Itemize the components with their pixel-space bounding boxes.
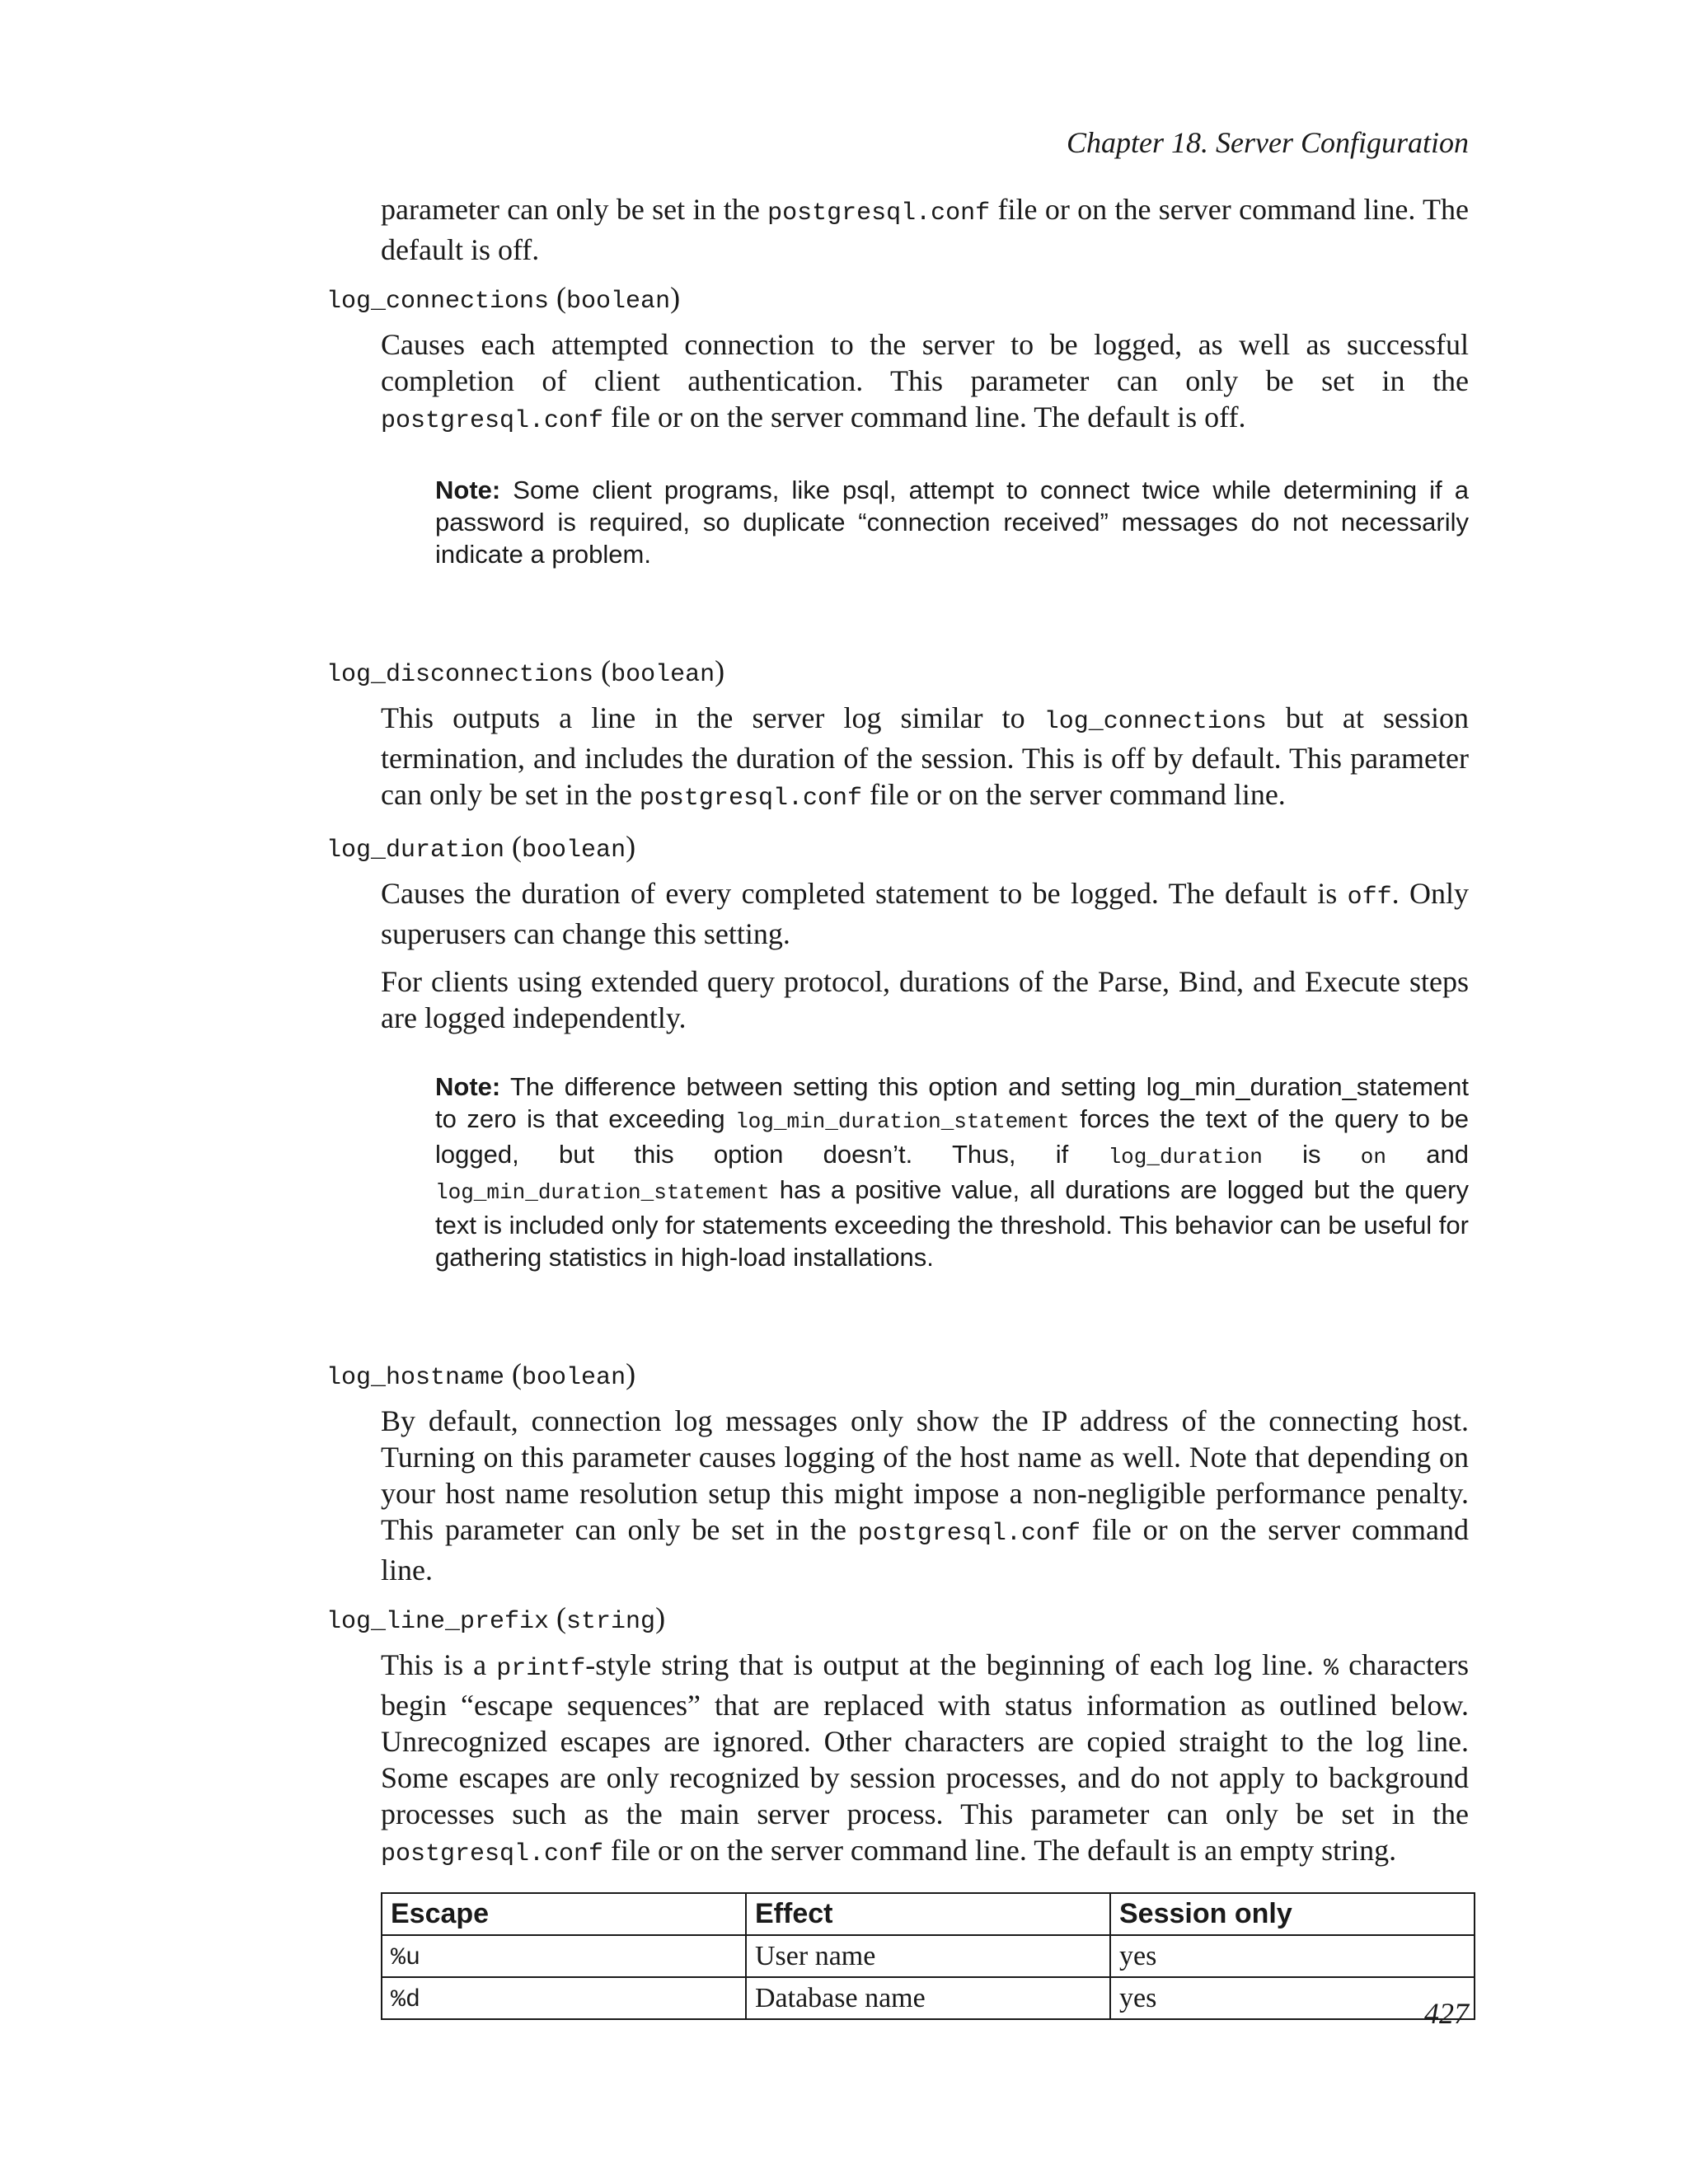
column-header: Effect [746,1893,1110,1935]
term-log-connections: log_connections (boolean) [326,281,681,316]
page-body [326,191,1469,2020]
term-log-disconnections: log_disconnections (boolean) [326,654,725,689]
term-log-hostname: log_hostname (boolean) [326,1357,636,1392]
paragraph: By default, connection log messages only show the IP address of the connecting host. Turning on this parameter causes logging of the host name as well. Note that depending on your host name resolution setup this might impose a non-negligible performance penalty. This parameter can only be set in the postgresql.conf file or on the server command line. [381,1404,1470,1586]
table-row [382,1935,1475,1977]
table-cell: User name [746,1935,1110,1977]
definition-log-hostname [381,1403,1469,1588]
page-number: 427 [1424,1997,1469,2030]
paragraph: This is a printf-style string that is output at the beginning of each log line. % characters begin “escape sequences” that are replaced with status information as outlined below. Unrecognized escapes are ignored. Other characters are copied straight to the log line. Some escapes are only recognized by session processes, and do not apply to background processes such as the main server process. This parameter can only be set in the postgresql.conf file or on the server command line. The default is an empty string. [381,1648,1469,1868]
paragraph: Causes each attempted connection to the server to be logged, as well as successful completion of client authentication. This parameter can only be set in the postgresql.conf file or on the server command line. The default is off. [381,328,1469,435]
paragraph: Causes the duration of every completed statement to be logged. The default is off. Only superusers can change this setting. [381,877,1469,950]
intro-paragraph: parameter can only be set in the postgresql.conf file or on the server command line. The default is off. [381,193,1469,266]
escape-table [381,1892,1475,2020]
paragraph: For clients using extended query protocol, durations of the Parse, Bind, and Execute steps are logged independently. [381,965,1469,1034]
table-header-row [382,1893,1475,1935]
table-cell: %d [382,1977,746,2019]
definition-log-connections [381,326,1469,439]
note-log-connections: Note: Some client programs, like psql, attempt to connect twice while determining if a password is required, so duplicate “connection received” messages do not necessarily indicate a problem. [435,476,1469,569]
entry-log-duration [326,828,1469,1356]
definition-log-duration [381,875,1469,1036]
table-cell: yes [1110,1977,1475,2019]
code-postgresql-conf: postgresql.conf [767,199,991,227]
intro-continuation [381,191,1469,268]
entry-log-disconnections [326,653,1469,817]
definition-log-disconnections [381,700,1469,817]
term-log-line-prefix: log_line_prefix (string) [326,1601,666,1636]
term-log-duration: log_duration (boolean) [326,830,636,865]
running-header: Chapter 18. Server Configuration [1067,126,1469,159]
note-log-duration: Note: The difference between setting this option and setting log_min_duration_statement to zero is that exceeding log_min_duration_statement forces the text of the query to be logged, but this option doesn’t. Thus, if log_duration is on and log_min_duration_statement has a positive value, all durations are logged but the query text is included only for statements exceeding the threshold. This behavior can be useful for gathering statistics in high-load installations. [435,1072,1469,1272]
table-cell: yes [1110,1935,1475,1977]
column-header: Session only [1110,1893,1475,1935]
column-header: Escape [382,1893,746,1935]
table-cell: Database name [746,1977,1110,2019]
table-cell: %u [382,1935,746,1977]
definition-log-line-prefix [381,1647,1469,2020]
entry-log-connections [326,279,1469,653]
entry-log-hostname [326,1356,1469,1588]
entry-log-line-prefix [326,1600,1469,2020]
table-row [382,1977,1475,2019]
paragraph: This outputs a line in the server log similar to log_connections but at session termination, and includes the duration of the session. This is off by default. This parameter can only be set in the postgresql.conf file or on the server command line. [381,701,1470,813]
